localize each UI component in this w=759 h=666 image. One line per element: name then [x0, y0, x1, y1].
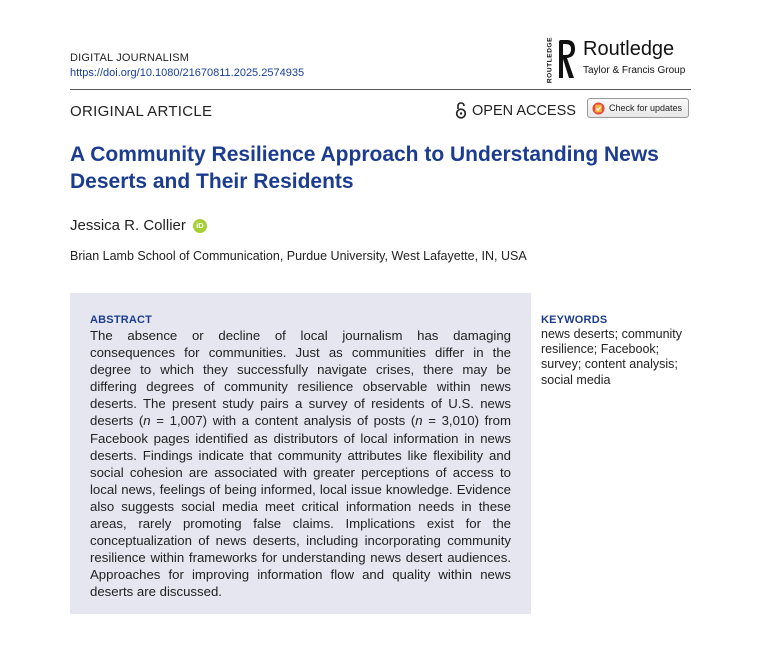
publisher-logo	[545, 38, 695, 82]
publisher-vertical-text: ROUTLEDGE	[546, 36, 554, 84]
orcid-icon[interactable]: iD	[193, 219, 207, 233]
abstract-text: The absence or decline of local journalism has damaging consequences for communities. Just as communities differ in the degree to which they successfully navigate crises, there may be differing degrees of community resilience observable within news deserts. The present study pairs a survey of residents of U.S. news deserts (n = 1,007) with a content analysis of posts (n = 3,010) from Facebook pages identified as distributors of local information in news deserts. Findings indicate that community attributes like flexibility and social cohesion are associated with greater perceptions of access to local news, feelings of being informed, local issue knowledge. Evidence also suggests social media meet critical information needs in these areas, rarely promoting false claims. Implications exist for the conceptualization of news deserts, including incorporating community resilience within frameworks for understanding news desert audiences. Approaches for improving information flow and quality within news deserts are discussed.	[90, 328, 511, 600]
publisher-name: Routledge	[583, 38, 675, 60]
open-access-label	[455, 102, 576, 119]
author-affiliation: Brian Lamb School of Communication, Purdue University, West Lafayette, IN, USA	[70, 249, 527, 263]
publisher-subtitle: Taylor & Francis Group	[583, 65, 686, 76]
author-line	[70, 217, 207, 234]
keywords-heading: KEYWORDS	[541, 314, 608, 326]
article-type: ORIGINAL ARTICLE	[70, 103, 213, 120]
doi-link[interactable]: https://doi.org/10.1080/21670811.2025.2574935	[70, 67, 305, 79]
author-name: Jessica R. Collier	[70, 217, 186, 234]
open-lock-icon	[455, 102, 467, 119]
header-rule	[70, 89, 691, 90]
routledge-r-icon	[556, 38, 578, 80]
abstract-heading: ABSTRACT	[90, 314, 153, 326]
crossmark-icon	[592, 102, 605, 115]
check-for-updates-button[interactable]	[587, 98, 689, 118]
keywords-list: news deserts; community resilience; Facebook; survey; content analysis; social media	[541, 327, 683, 387]
article-title: A Community Resilience Approach to Understanding News Deserts and Their Residents	[70, 143, 659, 193]
check-for-updates-label: Check for updates	[609, 103, 683, 113]
journal-name: DIGITAL JOURNALISM	[70, 52, 190, 64]
open-access-text: OPEN ACCESS	[472, 102, 576, 119]
